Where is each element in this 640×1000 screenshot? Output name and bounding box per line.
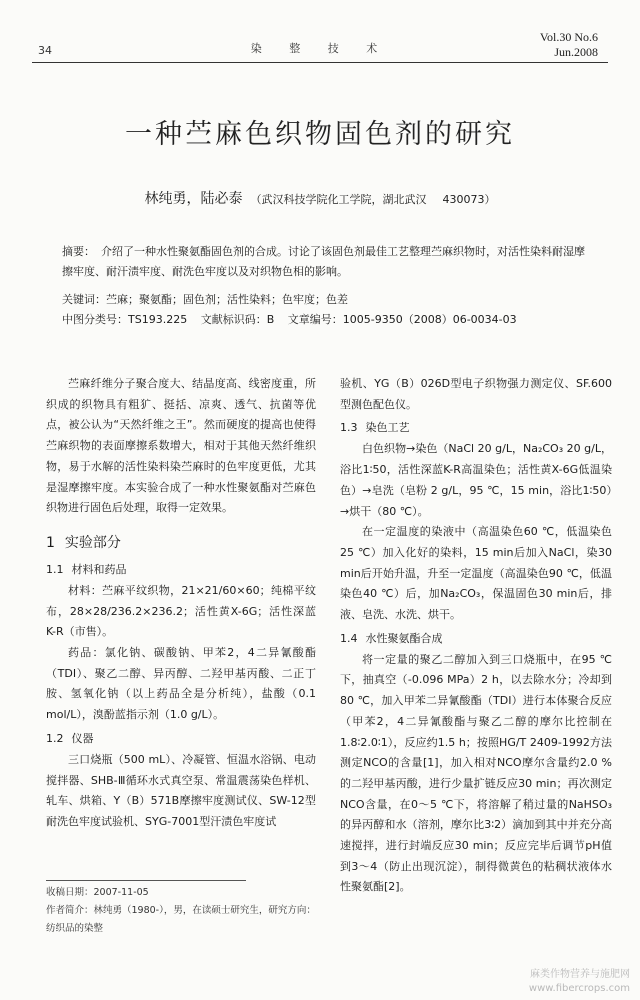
subsection-title: 染色工艺 [365, 421, 410, 435]
dye-process-paragraph: 白色织物→染色（NaCl 20 g/L，Na₂CO₃ 20 g/L，浴比1∶50，活性深蓝K-R高温染色；活性黄X-6G低温染色）→皂洗（皂粉 2 g/L，95 ℃，15 min，浴比1∶50）→烘干（80 ℃）。 [340, 442, 612, 518]
subsection-heading-1-3 [340, 417, 612, 439]
author-bio: 作者简介：林纯勇（1980-），男，在读硕士研究生，研究方向：纺织品的染整 [46, 905, 316, 934]
body-column-left [46, 374, 316, 833]
watermark-url: www.fibercrops.com [528, 983, 630, 994]
clc-number: 中图分类号：TS193.225 [62, 313, 188, 326]
abstract-label: 摘要： [62, 245, 95, 258]
received-date: 收稿日期：2007-11-05 [46, 887, 149, 898]
document-code: 文献标识码：B [200, 313, 275, 326]
article-number: 文章编号：1005-9350（2008）06-0034-03 [287, 313, 517, 326]
subsection-title: 水性聚氨酯合成 [365, 631, 443, 645]
section-number: 1 [46, 534, 55, 551]
author-line [0, 188, 640, 208]
volume-issue [540, 30, 598, 60]
issue-date: Jun.2008 [554, 45, 598, 59]
section-heading-1 [46, 531, 316, 555]
article-title: 一种苎麻色织物固色剂的研究 [125, 119, 515, 150]
dye-detail-paragraph: 在一定温度的染液中（高温染色60 ℃，低温染色25 ℃）加入化好的染料，15 min后加入NaCl，染30 min后开始升温，升至一定温度（高温染色90 ℃，低温染色40 ℃）后，加Na₂CO₃，保温固色30 min后，排液、皂洗、水洗、烘干。 [340, 525, 612, 622]
keywords-text: 苎麻；聚氨酯；固色剂；活性染料；色牢度；色差 [106, 293, 348, 306]
keywords-label: 关键词： [62, 293, 106, 306]
subsection-title: 材料和药品 [71, 562, 127, 576]
author-names: 林纯勇，陆必泰 [144, 191, 243, 207]
classification-line [62, 310, 590, 330]
author-affiliation: （武汉科技学院化工学院，湖北武汉 [250, 193, 427, 206]
watermark [529, 968, 630, 996]
subsection-heading-1-1 [46, 559, 316, 581]
page-number: 34 [38, 44, 52, 57]
postal-code: 430073） [442, 193, 496, 206]
body-column-right [340, 374, 612, 898]
volume-label: Vol.30 No.6 [539, 30, 598, 44]
instruments-continued: 验机、YG（B）026D型电子织物强力测定仪、SF.600型测色配色仪。 [340, 377, 612, 411]
subsection-heading-1-4 [340, 628, 612, 650]
subsection-number: 1.4 [340, 631, 358, 645]
subsection-number: 1.3 [340, 421, 358, 435]
abstract-text: 介绍了一种水性聚氨酯固色剂的合成。讨论了该固色剂最佳工艺整理苎麻织物时，对活性染料耐湿摩擦牢度、耐汗渍牢度、耐洗色牢度以及对织物色相的影响。 [62, 245, 585, 278]
abstract [62, 242, 590, 282]
header-rule [32, 62, 608, 63]
reagents-paragraph: 药品：氯化钠、碳酸钠、甲苯2，4二异氰酸酯（TDI）、聚乙二醇、异丙醇、二羟甲基丙酸、二正丁胺、氢氧化钠（以上药品全是分析纯），盐酸（0.1 mol/L），溴酚蓝指示剂（1.0 g/L）。 [46, 646, 316, 722]
subsection-number: 1.2 [46, 731, 64, 745]
journal-name: 染 整 技 术 [250, 42, 390, 55]
footnote-rule [46, 880, 246, 881]
instruments-paragraph: 三口烧瓶（500 mL）、冷凝管、恒温水浴锅、电动搅拌器、SHB-Ⅲ循环水式真空泵、常温震荡染色样机、轧车、烘箱、Y（B）571B摩擦牢度测试仪、SW-12型耐洗色牢度试验机、SYG-7001型汗渍色牢度试 [46, 752, 316, 828]
subsection-heading-1-2 [46, 728, 316, 750]
intro-paragraph: 苎麻纤维分子聚合度大、结晶度高、线密度重，所织成的织物具有粗犷、挺括、凉爽、透气、抗菌等优点，被公认为“天然纤维之王”。然而硬度的提高也使得苎麻织物的表面摩擦系数增大，相对于其他天然纤维织物，易于水解的活性染料染苎麻时的色牢度更低，尤其是湿摩擦牢度。本实验合成了一种水性聚氨酯对苎麻色织物进行固色后处理，取得一定效果。 [46, 377, 316, 515]
subsection-number: 1.1 [46, 562, 64, 576]
keywords [62, 290, 590, 310]
materials-paragraph: 材料：苎麻平纹织物，21×21/60×60；纯棉平纹布，28×28/236.2×236.2；活性黄X-6G；活性深蓝K-R（市售）。 [46, 583, 316, 639]
subsection-title: 仪器 [71, 731, 94, 745]
section-title: 实验部分 [64, 534, 121, 551]
synthesis-paragraph: 将一定量的聚乙二醇加入到三口烧瓶中，在95 ℃下，抽真空（-0.096 MPa）2 h，以去除水分；冷却到80 ℃，加入甲苯二异氰酸酯（TDI）进行本体聚合反应（甲苯2，4二异氰酸酯与聚乙二醇的摩尔比控制在1.8∶2.0∶1），反应约1.5 h；按照HG/T 2409-1992方法测定NCO的含量[1]，加入相对NCO摩尔含量约2.0 %的二羟甲基丙酸，进行少量扩链反应30 min；再次测定NCO含量，在0～5 ℃下，将溶解了稍过量的NaHSO₃的异丙醇和水（溶剂，摩尔比3∶2）滴加到其中并充分高速搅拌，进行封端反应30 min；反应完毕后调节pH值到3～4（防止出现沉淀），制得微黄色的粘稠状液体水性聚氨酯[2]。 [340, 652, 612, 894]
watermark-site-name: 麻类作物营养与施肥网 [530, 969, 630, 980]
footnote [46, 884, 316, 938]
